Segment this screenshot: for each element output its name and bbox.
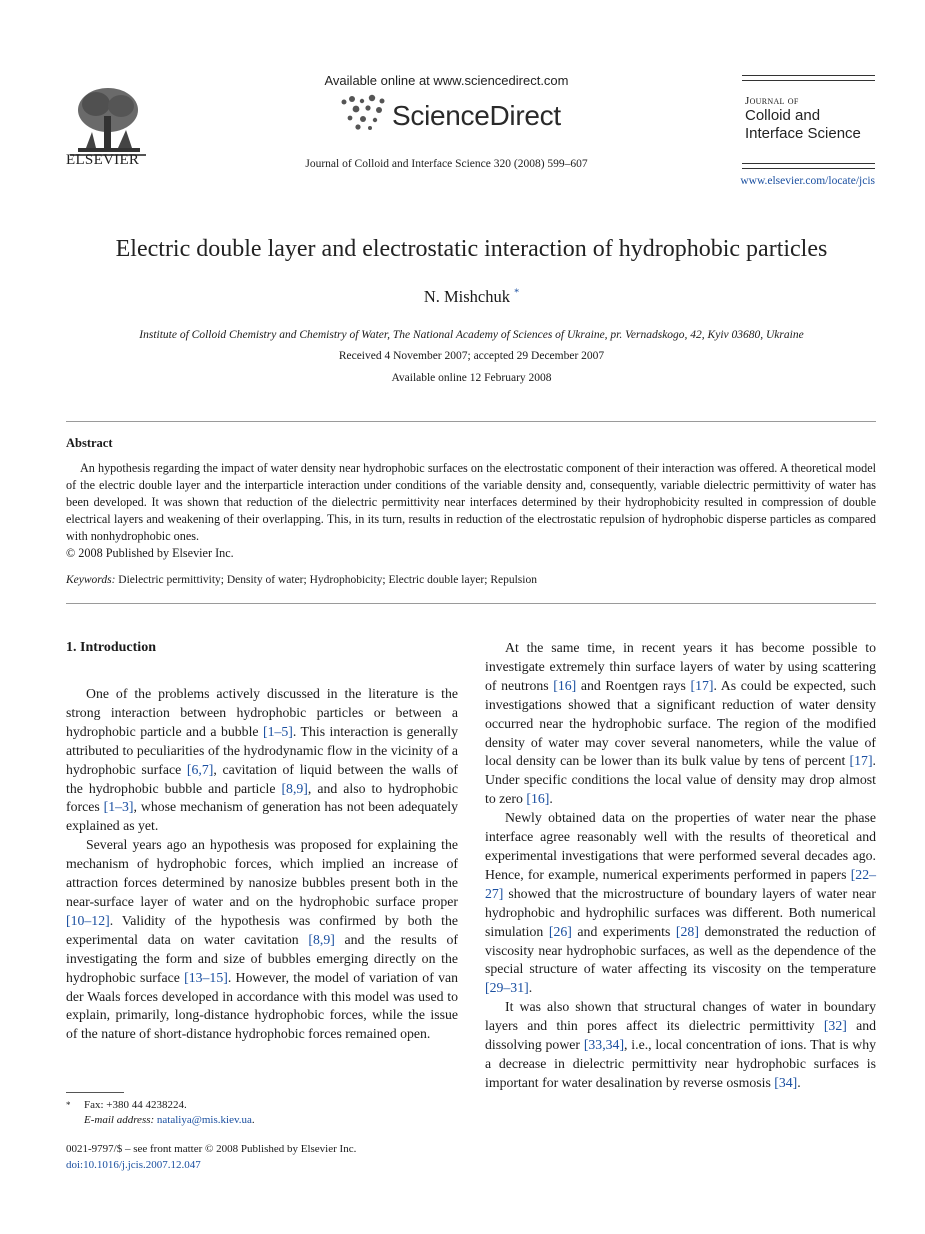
citation-link[interactable]: [17]: [690, 677, 714, 693]
journal-name-line-2: Interface Science: [745, 125, 861, 142]
left-column: [66, 685, 458, 1044]
keywords: [66, 574, 537, 586]
citation-link[interactable]: [26]: [548, 923, 572, 939]
citation-link[interactable]: [29–31]: [485, 980, 529, 996]
journal-box-rule-top: [742, 75, 875, 76]
citation-link[interactable]: [34]: [774, 1074, 798, 1090]
received-dates: Received 4 November 2007; accepted 29 December 2007: [338, 350, 605, 362]
journal-name: [745, 107, 861, 143]
footnote-fax: Fax: +380 44 4238224.: [84, 1099, 187, 1111]
abstract-heading: Abstract: [66, 436, 113, 450]
citation-link[interactable]: [33,34]: [583, 1037, 625, 1053]
citation-link[interactable]: [8,9]: [281, 780, 308, 796]
journal-box-rule-bottom-2: [742, 168, 875, 169]
keywords-list: Dielectric permittivity; Density of water; Hydrophobicity; Electric double layer; Repulsion: [118, 574, 537, 586]
abstract-body: [66, 460, 876, 545]
keywords-label: Keywords:: [66, 574, 116, 586]
citation-link[interactable]: [10–12]: [66, 912, 110, 928]
author-line: [0, 287, 925, 307]
citation-link[interactable]: [32]: [823, 1018, 847, 1034]
citation-link[interactable]: [1–3]: [103, 799, 134, 815]
citation-link[interactable]: [22–27]: [485, 866, 876, 901]
available-online-date: Available online 12 February 2008: [391, 372, 552, 384]
journal-citation: Journal of Colloid and Interface Science 320 (2008) 599–607: [305, 158, 588, 170]
citation-link[interactable]: [8,9]: [308, 931, 335, 947]
paragraph-1: One of the problems actively discussed in the literature is the strong interaction between hydrophobic particles or between a hydrophobic particle and a bubble [1–5]. This interaction is generally attributed to peculiarities of the hydrodynamic flow in the vicinity of a hydrophobic surface [6,7], cavitation of liquid between the walls of the hydrophobic bubble and particle [8,9], and also to hydrophobic forces [1–3], whose mechanism of generation has not been adequately explained as yet.: [66, 686, 459, 834]
citation-link[interactable]: [16]: [526, 791, 550, 807]
footnote-rule: [66, 1092, 124, 1093]
right-column: [485, 639, 876, 1093]
citation-link[interactable]: [17]: [849, 753, 873, 769]
author-footnote-mark[interactable]: *: [514, 287, 520, 299]
paragraph-4: Newly obtained data on the properties of water near the phase interface agree reasonably well with the results of theoretical and experimental investigations that were performed several decades ago. Hence, for example, numerical experiments performed in papers [22–27] showed that the microstructure of boundary layers of water near hydrophobic and hydrophilic surfaces was different. Both numerical simulation [26] and experiments [28] demonstrated the reduction of viscosity near hydrophobic surfaces, as well as the dependence of the special structure of water affecting its viscosity on the temperature [29–31].: [485, 810, 877, 996]
email-link[interactable]: nataliya@mis.kiev.ua: [156, 1114, 252, 1126]
citation-link[interactable]: [1–5]: [263, 723, 293, 739]
journal-name-line-1: Colloid and: [745, 107, 821, 124]
paragraph-2: Several years ago an hypothesis was proposed for explaining the mechanism of hydrophobic forces, which implied an increase of attraction forces determined by nanosize bubbles present both in the near-surface layer of water and on the hydrophobic surface proper [10–12]. Validity of the hypothesis was confirmed by both the experimental data on water cavitation [8,9] and the results of investigating the form and size of bubbles emerging directly on the hydrophobic surface [13–15]. However, the model of variation of van der Waals forces developed in accordance with this model was used to explain, primarily, long-distance hydrophobic forces, while the issue of the nature of short-distance hydrophobic forces remained open.: [66, 837, 459, 1042]
issn-line: 0021-9797/$ – see front matter © 2008 Published by Elsevier Inc.: [66, 1143, 357, 1155]
abstract-copyright: © 2008 Published by Elsevier Inc.: [66, 546, 234, 560]
citation-link[interactable]: [6,7]: [186, 761, 214, 777]
divider-top: [66, 421, 876, 422]
article-title: Electric double layer and electrostatic interaction of hydrophobic particles: [115, 236, 828, 262]
author-footnote: * Fax: +380 44 4238224. E-mail address: nataliya@mis.kiev.ua.: [66, 1099, 255, 1126]
journal-box-rule-bottom: [742, 163, 875, 164]
front-matter: [66, 1142, 356, 1173]
journal-box-rule-top-2: [742, 80, 875, 81]
author-name: N. Mishchuk: [423, 287, 511, 306]
affiliation: Institute of Colloid Chemistry and Chemistry of Water, The National Academy of Sciences of Ukraine, pr. Vernadskogo, 42, Kyiv 03680, Ukraine: [139, 329, 804, 341]
section-heading-introduction: 1. Introduction: [66, 640, 156, 655]
citation-link[interactable]: [16]: [553, 677, 577, 693]
abstract-text: An hypothesis regarding the impact of water density near hydrophobic surfaces on the electrostatic component of their interaction was offered. A theoretical model of the electric double layer and the interparticle interaction under conditions of the variable density and, consequently, variable dielectric permittivity of water has been developed. It was shown that reduction of the dielectric permittivity near interfaces determined by their hydrophobicity resulted in compression of double electrical layers and weakening of their overlapping. This, in its turn, results in reduction of the electrostatic repulsion of hydrophobic disperse particles as compared with nonhydrophobic ones.: [66, 461, 876, 544]
paragraph-5: It was also shown that structural changes of water in boundary layers and thin pores affect its dielectric permittivity [32] and dissolving power [33,34], i.e., local concentration of ions. That is why a decrease in dielectric permittivity near hydrophobic surfaces is important for water desalination by reverse osmosis [34].: [485, 999, 877, 1090]
sciencedirect-wordmark[interactable]: ScienceDirect: [392, 100, 561, 131]
citation-link[interactable]: [28]: [675, 923, 699, 939]
journal-of-label: Journal of: [745, 95, 799, 107]
footnote-mark: *: [66, 1100, 71, 1110]
footnote-email-label: E-mail address:: [84, 1114, 155, 1126]
paragraph-3: At the same time, in recent years it has become possible to investigate extremely thin surface layers of water by using scattering of neutrons [16] and Roentgen rays [17]. As could be expected, such investigations showed that a significant reduction of water density occurred near the hydrophobic surface. The region of the modified density of water may cover several nanometers, while the value of local density can be lower than its bulk value by tens of percent [17]. Under specific conditions the local value of density may drop almost to zero [16].: [485, 640, 876, 807]
available-online-banner[interactable]: Available online at www.sciencedirect.com: [324, 73, 569, 88]
publisher-name: ELSEVIER: [66, 152, 140, 168]
citation-link[interactable]: [13–15]: [184, 969, 228, 985]
journal-url-link[interactable]: www.elsevier.com/locate/jcis: [740, 175, 875, 187]
doi-link[interactable]: doi:10.1016/j.jcis.2007.12.047: [66, 1158, 201, 1171]
divider-bottom: [66, 603, 876, 604]
